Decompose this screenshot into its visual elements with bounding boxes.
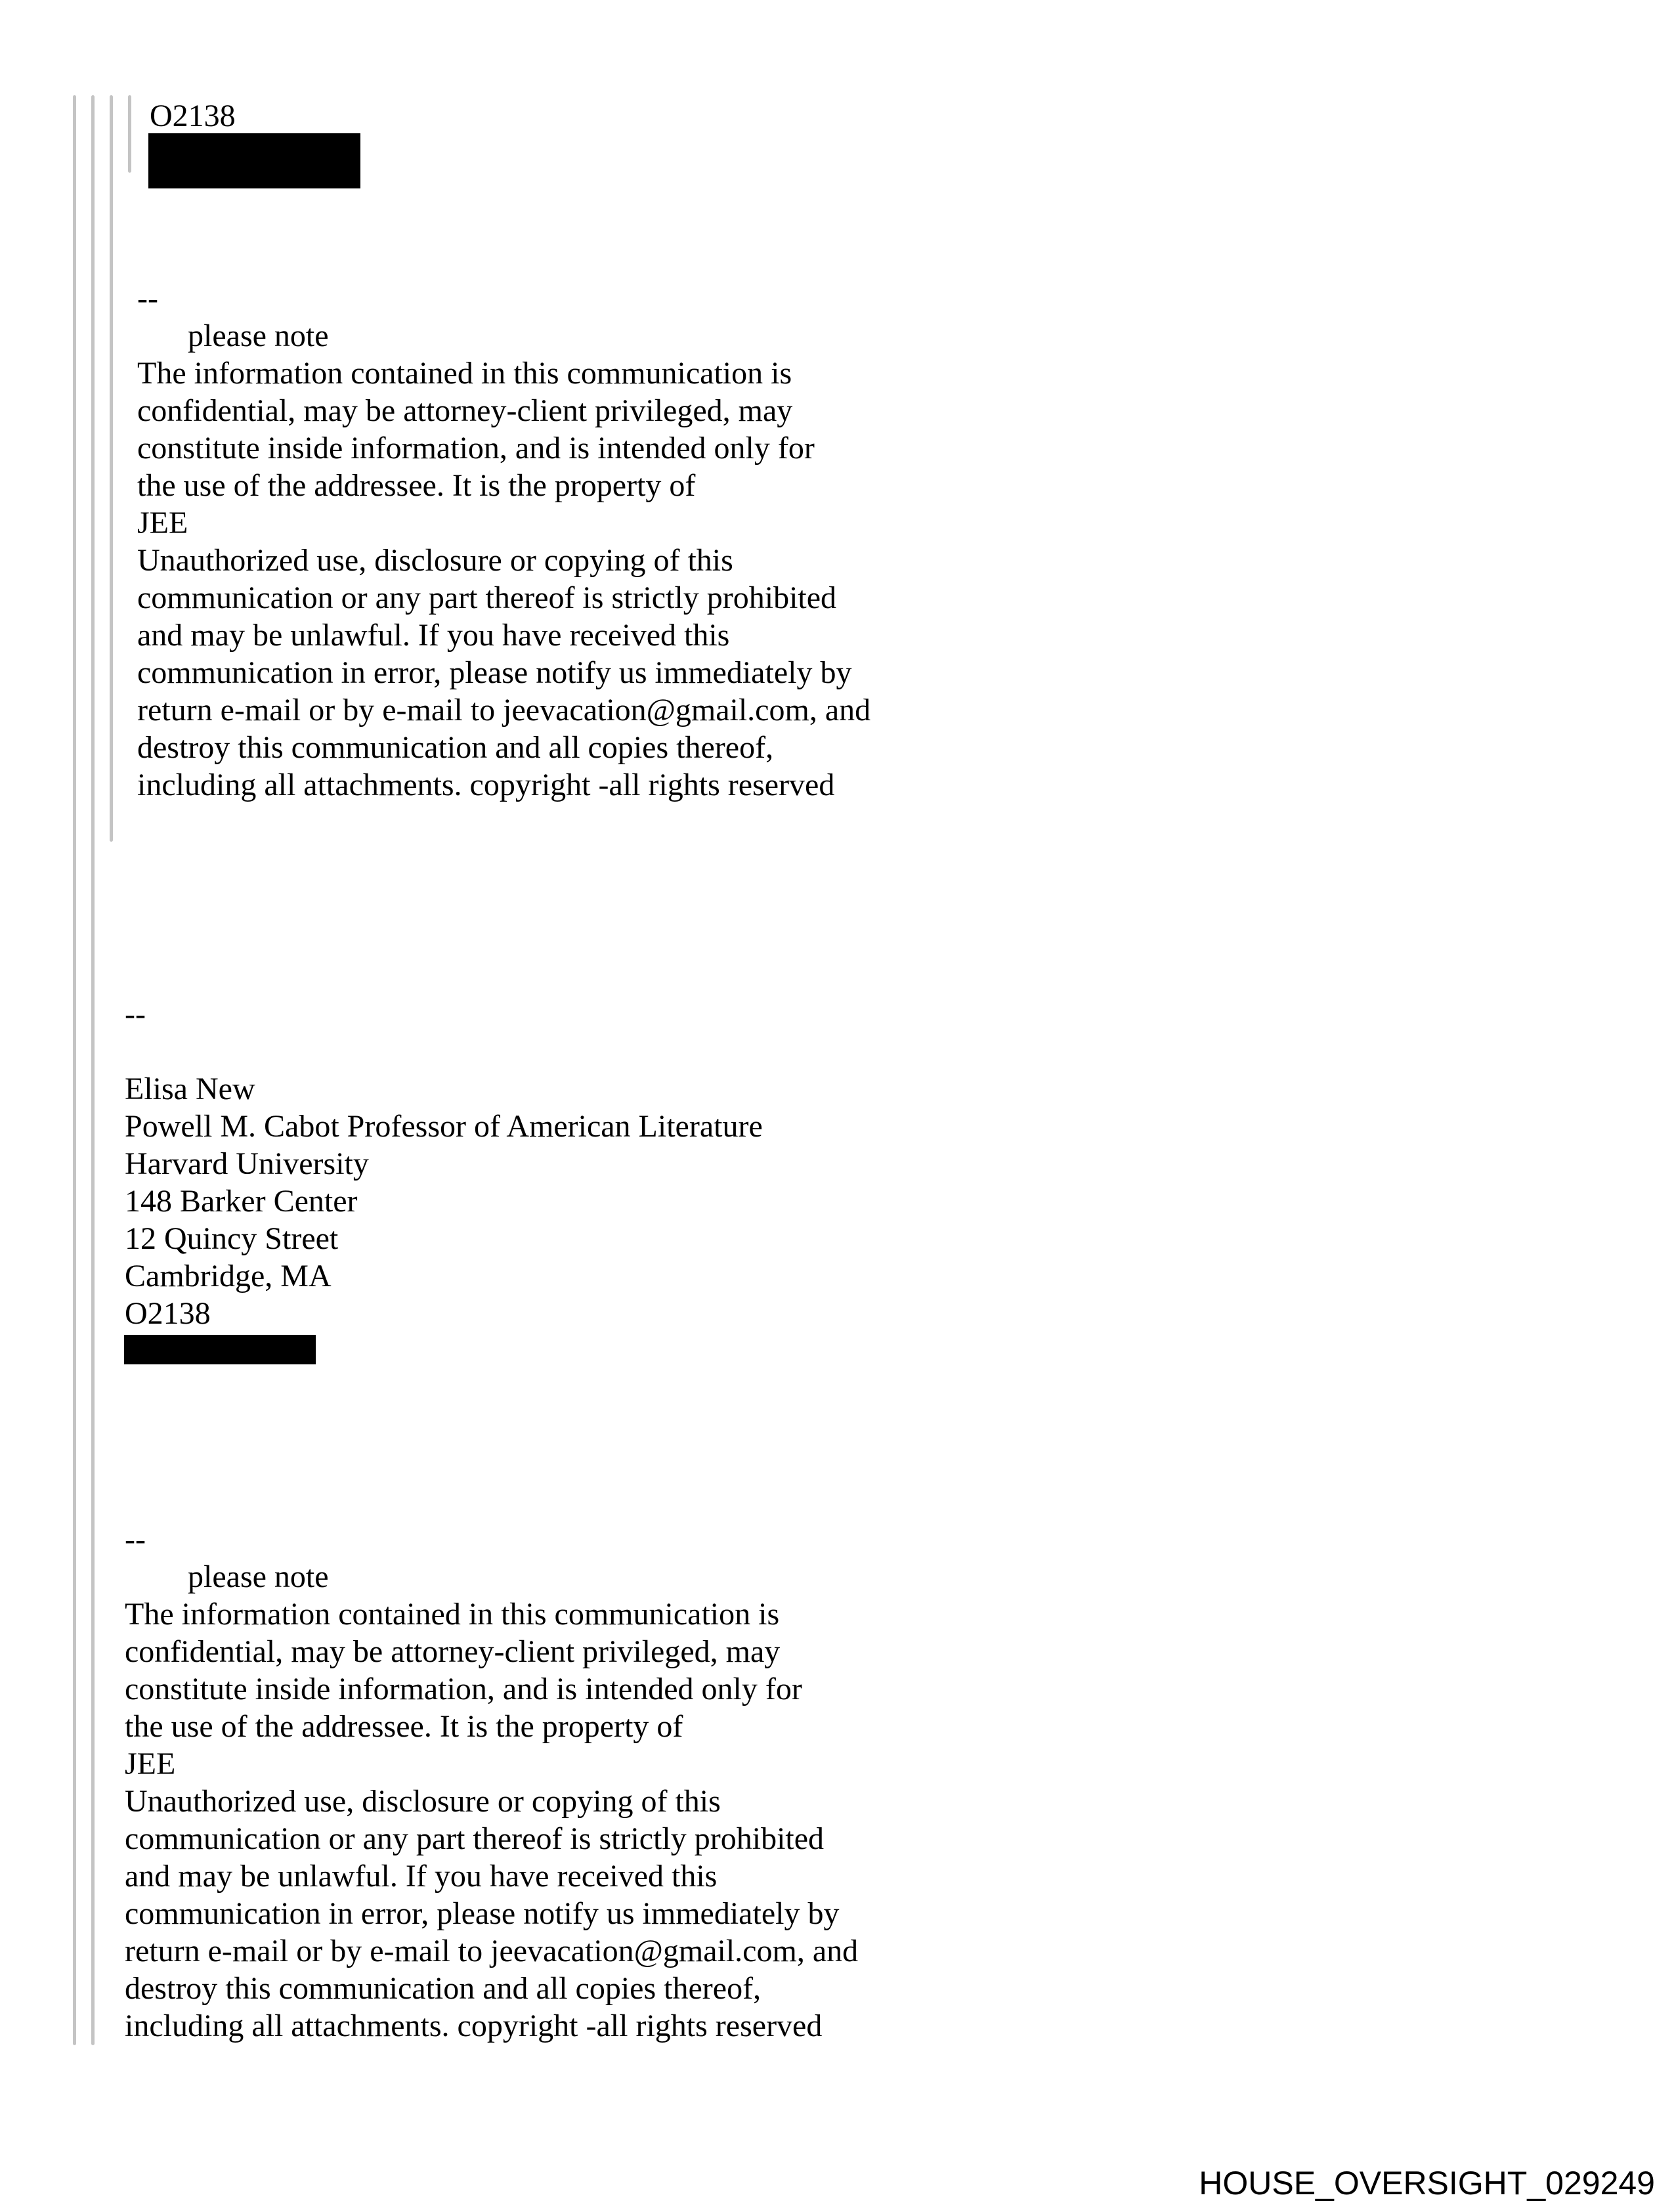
signature-address-line-1: 148 Barker Center — [125, 1184, 358, 1219]
signature-block — [125, 995, 763, 1332]
signature-organization: Harvard University — [125, 1146, 369, 1181]
quote-bar-level-3 — [110, 95, 113, 842]
previous-message-fragment — [150, 97, 236, 135]
disclaimer-block-1 — [137, 280, 870, 804]
disclaimer-line: communication or any part thereof is strictly prohibited — [125, 1821, 825, 1856]
disclaimer-line: destroy this communication and all copies thereof, — [125, 1971, 762, 2006]
signature-address-line-2: 12 Quincy Street — [125, 1221, 339, 1256]
quote-bar-level-4 — [128, 95, 131, 173]
quote-bar-level-1 — [73, 95, 76, 2045]
signature-delimiter: -- — [137, 281, 158, 316]
disclaimer-line: the use of the addressee. It is the property of — [137, 468, 696, 503]
disclaimer-line: communication or any part thereof is strictly prohibited — [137, 580, 837, 615]
quote-bar-level-2 — [91, 95, 95, 2045]
signature-zip-code: O2138 — [125, 1296, 211, 1331]
signature-delimiter: -- — [125, 1522, 146, 1557]
disclaimer-line: constitute inside information, and is intended only for — [125, 1672, 802, 1706]
disclaimer-line: The information contained in this communication is — [125, 1597, 780, 1632]
signature-name: Elisa New — [125, 1072, 255, 1106]
disclaimer-line: The information contained in this communication is — [137, 356, 792, 391]
signature-city-state: Cambridge, MA — [125, 1259, 332, 1293]
disclaimer-line: return e-mail or by e-mail to jeevacation@gmail.com, and — [125, 1934, 859, 1968]
disclaimer-line: Unauthorized use, disclosure or copying of this — [125, 1784, 721, 1819]
please-note-label: please note — [188, 1559, 329, 1594]
disclaimer-line: destroy this communication and all copies thereof, — [137, 730, 774, 765]
please-note-label: please note — [188, 318, 329, 353]
disclaimer-line: Unauthorized use, disclosure or copying of this — [137, 543, 733, 578]
disclaimer-line: including all attachments. copyright -all rights reserved — [125, 2008, 823, 2043]
disclaimer-line: confidential, may be attorney-client privileged, may — [137, 393, 793, 428]
bates-number: HOUSE_OVERSIGHT_029249 — [1199, 2165, 1655, 2201]
disclaimer-line: constitute inside information, and is intended only for — [137, 431, 815, 466]
disclaimer-line: and may be unlawful. If you have received this — [125, 1859, 718, 1894]
disclaimer-block-2 — [125, 1521, 858, 2045]
disclaimer-line: return e-mail or by e-mail to jeevacation@gmail.com, and — [137, 693, 871, 727]
redaction-bar-signature — [124, 1335, 316, 1364]
signature-delimiter: -- — [125, 997, 146, 1031]
signature-title: Powell M. Cabot Professor of American Literature — [125, 1109, 763, 1144]
disclaimer-line: the use of the addressee. It is the property of — [125, 1709, 683, 1744]
blank-line — [125, 1033, 763, 1070]
disclaimer-line: communication in error, please notify us immediately by — [125, 1896, 840, 1931]
disclaimer-line: communication in error, please notify us immediately by — [137, 655, 852, 690]
disclaimer-line: JEE — [137, 506, 188, 540]
disclaimer-line: and may be unlawful. If you have received this — [137, 618, 730, 653]
zip-code-text: O2138 — [150, 98, 236, 133]
disclaimer-line: confidential, may be attorney-client privileged, may — [125, 1634, 781, 1669]
redaction-bar-top — [148, 133, 360, 188]
disclaimer-line: including all attachments. copyright -all rights reserved — [137, 768, 835, 802]
disclaimer-line: JEE — [125, 1746, 176, 1781]
